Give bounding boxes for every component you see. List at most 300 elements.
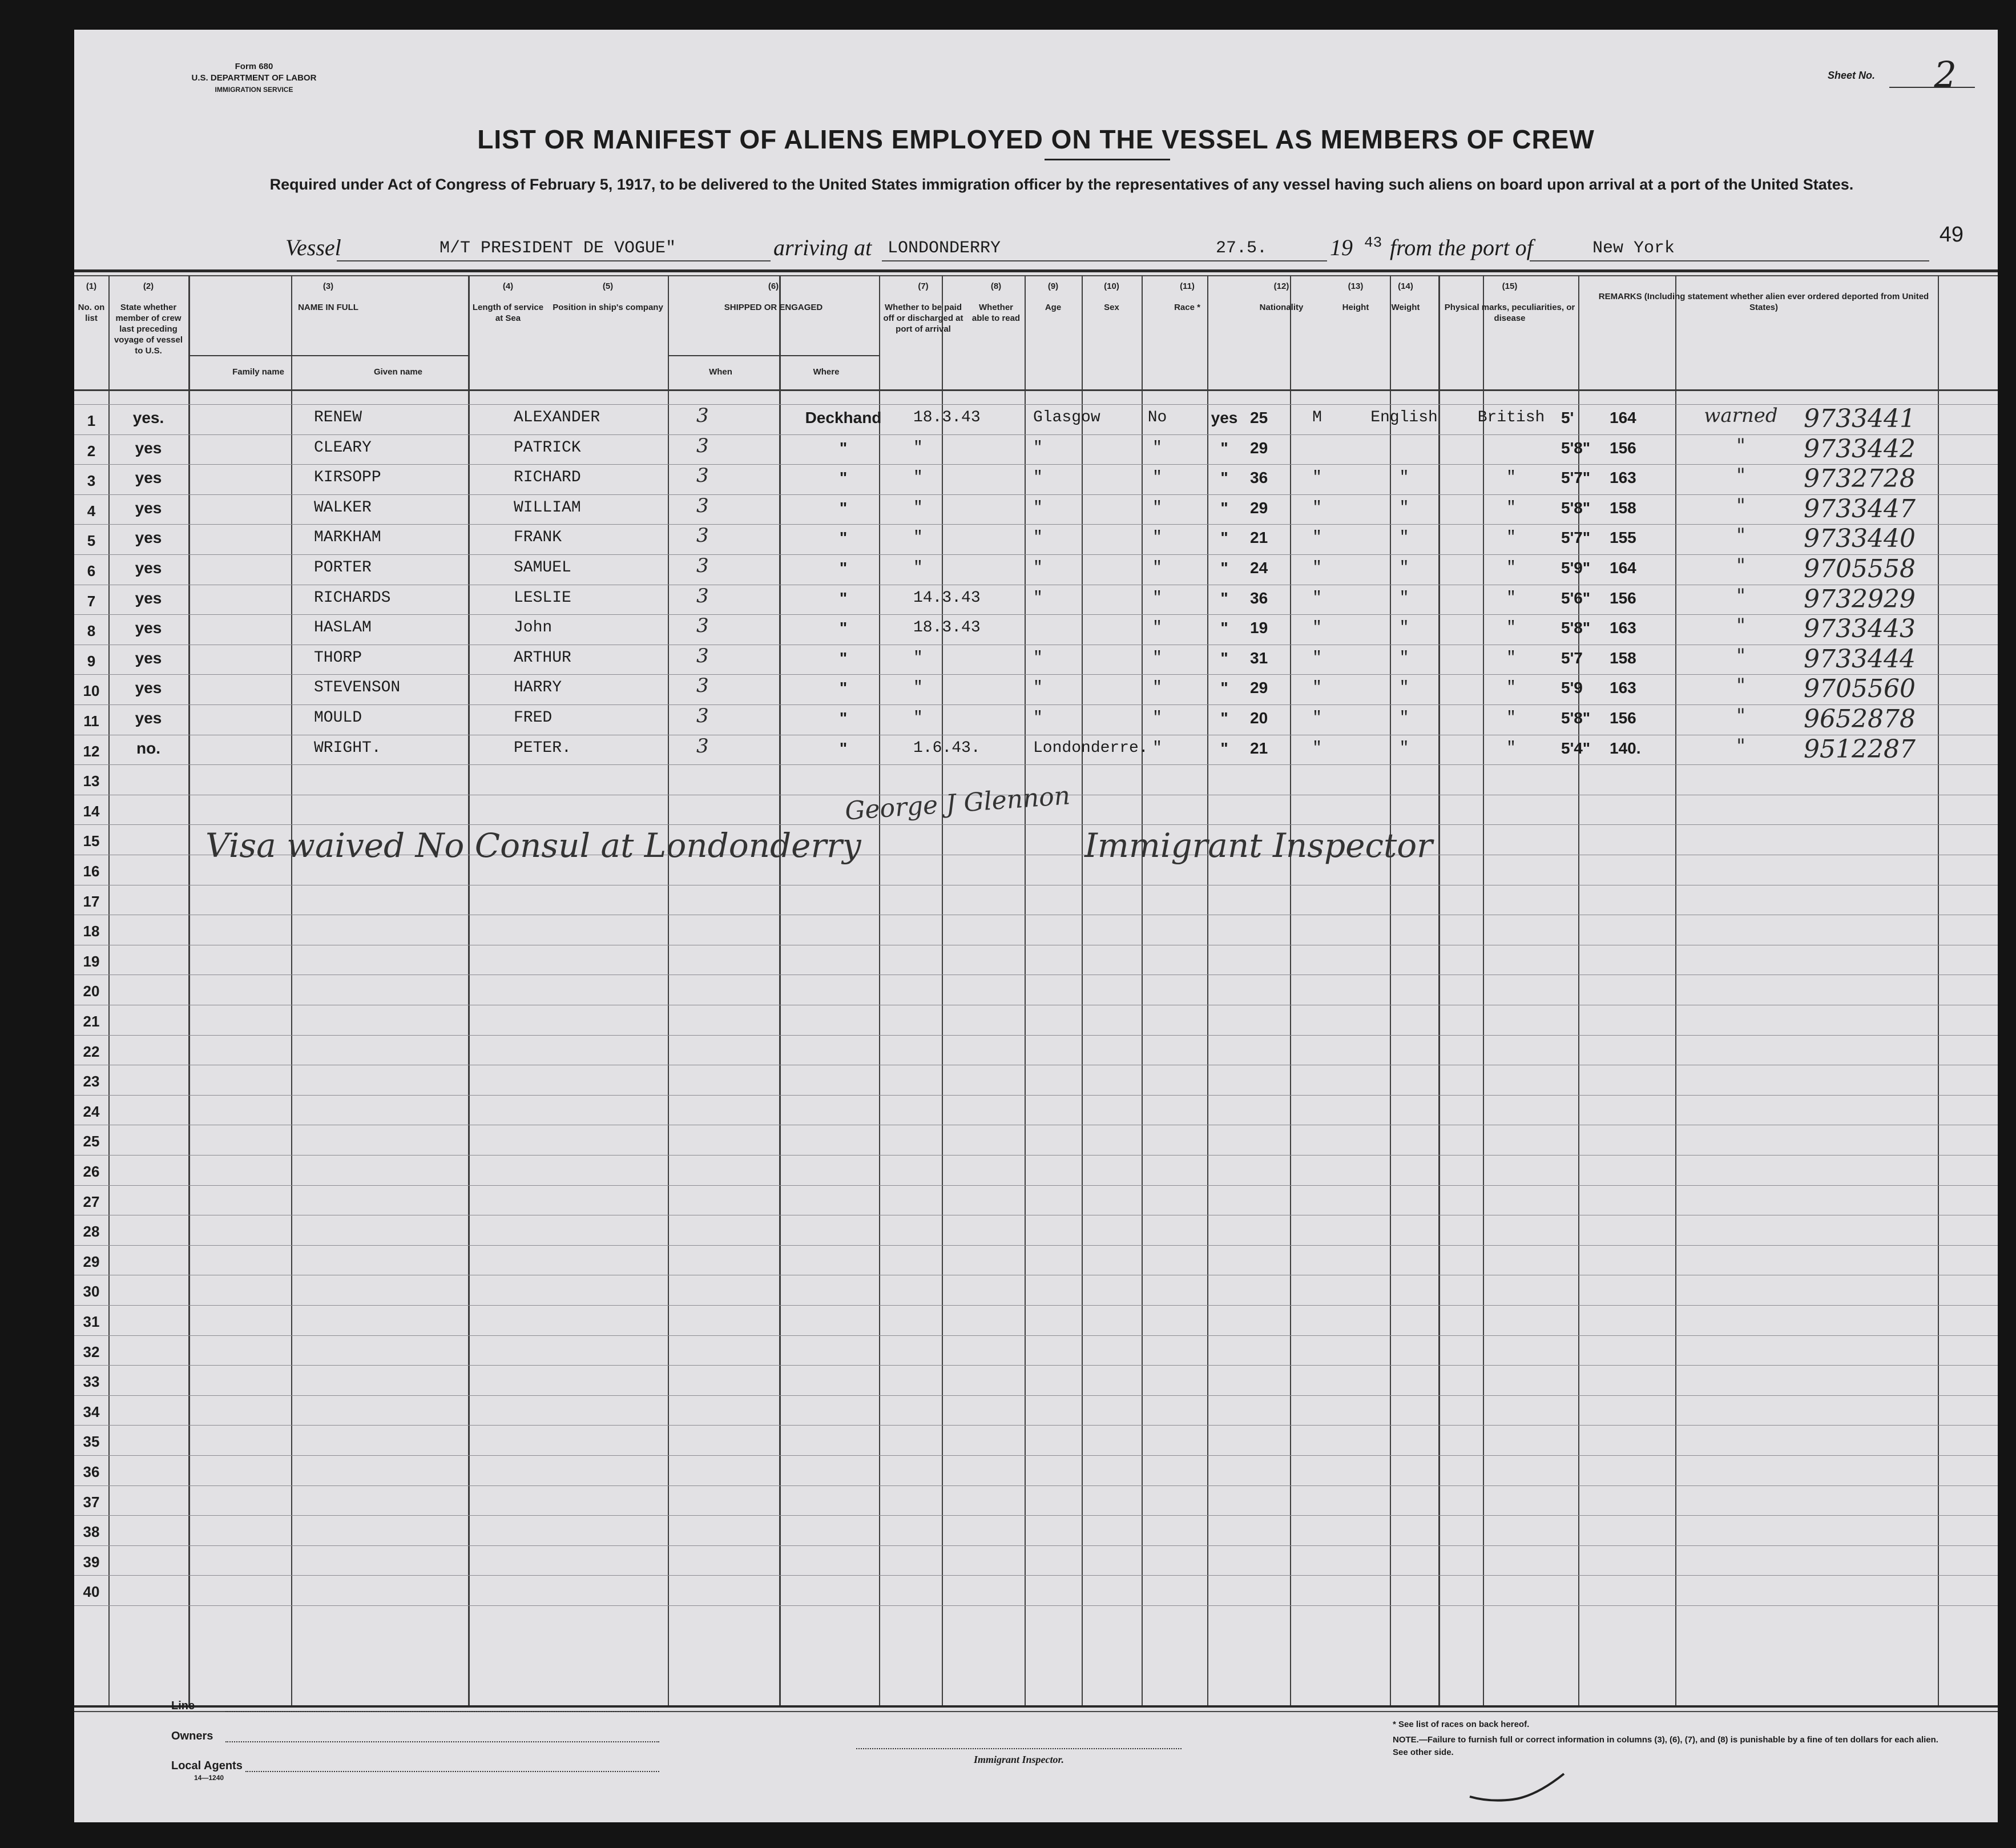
column-label: Position in ship's company [553,303,663,312]
column-label: Whether to be paid off or discharged at port of arrival [883,303,963,334]
cell-able-to-read: " [1220,438,1228,457]
sheet-number: 2 [1934,54,1957,95]
column-rule [1142,275,1143,1705]
cell-remarks: 9652878 [1804,704,1916,734]
cell-physical-marks: " [1736,524,1745,547]
cell-nationality: " [1506,498,1516,517]
column-header-4 [468,281,548,324]
cell-length-of-service: 3 [696,674,709,698]
year-suffix: 43 [1364,234,1382,251]
cell-shipped-where: " [1033,709,1043,727]
cell-sex: " [1312,498,1322,517]
row-number: 12 [83,742,100,760]
row-rule [74,1365,1998,1366]
title-underline [1045,159,1170,160]
row-number: 13 [83,772,100,790]
cell-family-name: HASLAM [314,619,372,637]
cell-paid-off: " [1152,438,1162,457]
row-number: 1 [87,412,96,429]
column-subheader: Family name [232,367,284,377]
cell-sex: " [1312,649,1322,667]
column-header-6 [668,281,879,313]
column-label: Whether able to read [971,303,1021,323]
header-bottom-rule [74,389,1998,391]
column-subheader: Where [813,367,840,377]
cell-given-name: FRANK [514,529,562,547]
row-number: 7 [87,592,96,610]
cell-nationality: " [1506,679,1516,697]
arriving-label: arriving at [773,235,872,260]
row-rule [74,1545,1998,1546]
cell-family-name: PORTER [314,559,372,577]
cell-paid-off: " [1152,559,1162,577]
sheet-label: Sheet No. [1827,70,1875,81]
from-port-label: from the port of [1390,235,1533,260]
year-prefix: 19 [1330,235,1353,260]
row-number: 24 [83,1102,100,1120]
page-subtitle: Required under Act of Congress of February 5, 1917, to be delivered to the United States immigration officer by the representatives of any vessel having such aliens on board upon arrival at a port of the United States. [269,176,1854,193]
cell-sex: " [1312,679,1322,697]
vessel-underline [337,260,771,261]
cell-age: 36 [1250,469,1268,487]
cell-paid-off: " [1152,709,1162,727]
cell-sex: " [1312,589,1322,607]
cell-height: 5'9 [1561,679,1583,697]
cell-race: " [1399,649,1409,667]
table-top-border [74,269,1998,272]
cell-nationality: " [1506,649,1516,667]
column-label: Sex [1104,303,1119,312]
row-rule [74,1185,1998,1186]
column-rule [468,275,470,1705]
cell-weight: 155 [1610,529,1636,547]
row-number: 37 [83,1493,100,1511]
column-label: Physical marks, peculiarities, or disease [1444,303,1575,323]
cell-family-name: RICHARDS [314,589,391,607]
column-rule [668,275,669,1705]
form-identifier [160,61,348,95]
column-number: (4) [502,281,514,291]
cell-age: 19 [1250,619,1268,637]
cell-nationality: " [1506,619,1516,637]
cell-sex: " [1312,709,1322,727]
cell-physical-marks: " [1736,674,1745,698]
cell-paid-off: " [1152,589,1162,607]
column-rule [779,275,781,1705]
cell-race: " [1399,529,1409,547]
cell-sex: " [1312,469,1322,487]
cell-height: 5'6" [1561,589,1591,607]
cell-nationality: " [1506,469,1516,487]
cell-shipped-when: 18.3.43 [913,619,981,637]
cell-sex: " [1312,559,1322,577]
row-number: 28 [83,1223,100,1241]
row-number: 30 [83,1283,100,1301]
cell-family-name: RENEW [314,409,362,426]
column-label: SHIPPED OR ENGAGED [724,303,823,312]
column-header-16 [1590,281,1938,313]
cell-weight: 164 [1610,559,1636,577]
cell-position: " [839,559,848,577]
cell-position: " [839,589,848,607]
cell-position: " [839,498,848,517]
column-subheader: When [709,367,732,377]
column-header-10 [1082,281,1142,313]
column-number: (14) [1398,281,1413,291]
column-rule [291,275,292,1705]
inspector-signature-line [856,1748,1182,1749]
column-header-7 [879,281,967,335]
cell-length-of-service: 3 [696,614,709,638]
cell-age: 21 [1250,739,1268,757]
check-mark [1467,1771,1570,1805]
cell-length-of-service: 3 [696,734,709,758]
column-label: Weight [1391,303,1420,312]
cell-family-name: STEVENSON [314,679,401,697]
cell-weight: 140. [1610,739,1641,757]
cell-able-to-read: " [1220,529,1228,547]
cell-given-name: RICHARD [514,469,581,487]
cell-weight: 158 [1610,498,1636,517]
row-number: 3 [87,472,96,490]
cell-height: 5'9" [1561,559,1591,577]
cell-prev-voyage: yes [135,649,162,667]
row-rule [74,1485,1998,1486]
column-label: Age [1045,303,1062,312]
table-top-border-inner [74,275,1998,276]
cell-shipped-where: " [1033,559,1043,577]
cell-remarks: 9732929 [1804,584,1916,614]
cell-shipped-when: " [913,469,923,487]
row-rule [74,1605,1998,1606]
column-rule [879,275,880,1705]
cell-paid-off: " [1152,529,1162,547]
cell-able-to-read: " [1220,679,1228,697]
cell-physical-marks: " [1736,734,1745,758]
column-rule [1390,275,1391,1705]
subheader-rule [668,355,879,356]
cell-race: " [1399,498,1409,517]
print-code: 14—1240 [194,1774,224,1782]
cell-able-to-read: " [1220,649,1228,667]
cell-height: 5'7" [1561,529,1591,547]
cell-shipped-when: " [913,679,923,697]
column-number: (3) [322,281,334,291]
cell-age: 25 [1250,409,1268,426]
row-number: 31 [83,1313,100,1330]
row-rule [74,1515,1998,1516]
row-rule [74,1095,1998,1096]
cell-given-name: HARRY [514,679,562,697]
cell-prev-voyage: yes [135,589,162,607]
subheader-rule [188,355,468,356]
cell-family-name: CLEARY [314,438,372,457]
page-title: LIST OR MANIFEST OF ALIENS EMPLOYED ON THE VESSEL AS MEMBERS OF CREW [477,124,1595,154]
column-number: (10) [1104,281,1119,291]
cell-age: 36 [1250,589,1268,607]
row-number: 16 [83,863,100,880]
cell-length-of-service: 3 [696,434,709,457]
cell-prev-voyage: yes [135,679,162,697]
cell-nationality: " [1506,529,1516,547]
cell-position: " [839,529,848,547]
manifest-sheet [74,30,1998,1822]
column-number: (12) [1273,281,1289,291]
column-rule [1483,275,1484,1705]
cell-shipped-when: " [913,498,923,517]
cell-physical-marks: " [1736,464,1745,488]
cell-height: 5'8" [1561,619,1591,637]
cell-position: " [839,709,848,727]
cell-given-name: FRED [514,709,553,727]
row-number: 21 [83,1013,100,1030]
row-number: 15 [83,832,100,850]
cell-nationality: " [1506,739,1516,757]
from-port: New York [1592,239,1675,258]
cell-prev-voyage: no. [136,739,160,757]
cell-paid-off: " [1152,739,1162,757]
cell-physical-marks: " [1736,434,1745,457]
cell-paid-off: " [1152,619,1162,637]
column-label: Length of service at Sea [472,303,544,323]
row-number: 11 [83,712,99,730]
column-subheader: Given name [373,367,423,377]
cell-length-of-service: 3 [696,704,709,727]
arriving-port: LONDONDERRY [888,239,1001,258]
row-number: 2 [87,442,96,460]
column-rule [108,275,110,1705]
cell-length-of-service: 3 [696,404,709,427]
cell-physical-marks: " [1736,584,1745,607]
column-number: (15) [1502,281,1518,291]
from-port-underline [1530,260,1929,261]
cell-position: " [839,679,848,697]
row-rule [74,1395,1998,1396]
cell-family-name: WRIGHT. [314,739,381,757]
cell-shipped-when: 18.3.43 [913,409,981,426]
row-number: 35 [83,1433,100,1451]
row-number: 9 [87,652,96,670]
line-field [225,1711,659,1712]
cell-shipped-when: " [913,529,923,547]
cell-race: English [1370,409,1438,426]
page-mark: 49 [1939,223,1963,247]
cell-shipped-when: " [913,649,923,667]
cell-family-name: THORP [314,649,362,667]
cell-prev-voyage: yes [135,709,162,727]
cell-shipped-when: " [913,438,923,457]
cell-shipped-where: " [1033,498,1043,517]
cell-given-name: PATRICK [514,438,581,457]
column-label: NAME IN FULL [298,303,358,312]
cell-remarks: 9732728 [1804,464,1916,494]
column-label: Height [1342,303,1369,312]
cell-age: 29 [1250,498,1268,517]
column-header-1 [74,281,108,324]
row-number: 39 [83,1553,100,1571]
column-rule [1578,275,1579,1705]
cell-family-name: KIRSOPP [314,469,381,487]
inspector-label: Immigrant Inspector. [973,1754,1065,1765]
arriving-underline [882,260,1327,261]
cell-height: 5'8" [1561,438,1591,457]
row-number: 8 [87,622,96,640]
cell-given-name: SAMUEL [514,559,571,577]
cell-family-name: WALKER [314,498,372,517]
row-number: 6 [87,562,96,579]
cell-remarks: 9733444 [1804,644,1916,674]
race-footnote: * See list of races on back hereof. [1393,1720,1530,1729]
owners-label: Owners [171,1730,213,1742]
column-number: (8) [990,281,1002,291]
cell-family-name: MOULD [314,709,362,727]
cell-length-of-service: 3 [696,464,709,488]
cell-able-to-read: " [1220,589,1228,607]
cell-weight: 164 [1610,409,1636,426]
column-label: State whether member of crew last preceding voyage of vessel to U.S. [114,303,183,356]
cell-nationality: " [1506,589,1516,607]
cell-shipped-when: 1.6.43. [913,739,981,757]
column-header-2 [108,281,188,356]
line-label: Line [171,1700,195,1712]
cell-paid-off: " [1152,649,1162,667]
cell-height: 5'4" [1561,739,1591,757]
cell-given-name: LESLIE [514,589,571,607]
cell-length-of-service: 3 [696,584,709,607]
cell-able-to-read: " [1220,619,1228,637]
row-number: 10 [83,682,100,700]
cell-race: " [1399,679,1409,697]
row-number: 18 [83,923,100,940]
column-number: (11) [1180,281,1195,291]
cell-shipped-where: Londonderre. [1033,739,1148,757]
vessel-info-row [285,234,1941,263]
cell-remarks: 9733443 [1804,614,1916,644]
cell-paid-off: " [1152,679,1162,697]
cell-remarks: 9512287 [1804,734,1916,764]
cell-sex: " [1312,529,1322,547]
row-number: 19 [83,952,100,970]
column-header-13 [1330,281,1381,313]
cell-shipped-when: " [913,559,923,577]
vessel-name: M/T PRESIDENT DE VOGUE" [440,239,676,258]
row-number: 22 [83,1042,100,1060]
row-rule [74,1305,1998,1306]
cell-remarks: 9733440 [1804,524,1916,554]
column-label: REMARKS (Including statement whether alien ever ordered deported from United States) [1598,292,1929,312]
cell-shipped-when: " [913,709,923,727]
cell-given-name: ALEXANDER [514,409,600,426]
cell-prev-voyage: yes [135,559,162,577]
cell-paid-off: " [1152,498,1162,517]
column-header-12 [1233,281,1330,313]
cell-prev-voyage: yes. [132,409,164,426]
row-number: 29 [83,1253,100,1270]
row-rule [74,1575,1998,1576]
cell-shipped-where: Glasgow [1033,409,1100,426]
column-number: (5) [602,281,614,291]
row-number: 26 [83,1163,100,1180]
cell-length-of-service: 3 [696,494,709,517]
cell-sex: " [1312,739,1322,757]
cell-prev-voyage: yes [135,619,162,637]
cell-race: " [1399,469,1409,487]
owners-field [225,1741,659,1742]
cell-length-of-service: 3 [696,554,709,577]
cell-physical-marks: " [1736,644,1745,667]
cell-able-to-read: " [1220,709,1228,727]
cell-shipped-where: " [1033,438,1043,457]
cell-race: " [1399,559,1409,577]
local-agents-field [245,1771,659,1772]
inspector-title-handwritten: Immigrant Inspector [1084,826,1433,865]
cell-physical-marks: " [1736,614,1745,638]
row-rule [74,764,1998,765]
row-number: 17 [83,892,100,910]
cell-prev-voyage: yes [135,469,162,487]
column-rule [1290,275,1291,1705]
cell-physical-marks: " [1736,554,1745,577]
column-number: (9) [1047,281,1059,291]
cell-able-to-read: " [1220,469,1228,487]
cell-age: 29 [1250,679,1268,697]
column-rule [1675,275,1676,1705]
cell-weight: 156 [1610,438,1636,457]
cell-nationality: " [1506,559,1516,577]
form-number: Form 680 [235,62,273,71]
cell-physical-marks: warned [1704,404,1778,427]
column-header-8 [967,281,1025,324]
cell-length-of-service: 3 [696,644,709,667]
column-rule [188,275,190,1705]
cell-given-name: ARTHUR [514,649,571,667]
cell-position: " [839,619,848,637]
vessel-label: Vessel [285,235,341,260]
column-rule [1438,275,1440,1705]
cell-age: 29 [1250,438,1268,457]
cell-remarks: 9733442 [1804,434,1916,464]
column-header-5 [548,281,668,313]
cell-family-name: MARKHAM [314,529,381,547]
cell-height: 5' [1561,409,1574,426]
footer-top-border [74,1705,1998,1708]
column-header-15 [1430,281,1590,324]
cell-remarks: 9733447 [1804,494,1916,524]
cell-height: 5'8" [1561,709,1591,727]
local-agents-label: Local Agents [171,1760,243,1772]
row-number: 27 [83,1193,100,1210]
cell-remarks: 9705558 [1804,554,1916,583]
row-number: 20 [83,983,100,1000]
row-number: 33 [83,1373,100,1391]
column-rule [1025,275,1026,1705]
cell-able-to-read: " [1220,559,1228,577]
cell-position: Deckhand [805,409,882,426]
cell-height: 5'7" [1561,469,1591,487]
handwritten-visa-note: Visa waived No Consul at Londonderry [205,826,861,865]
column-label: Race * [1174,303,1200,312]
cell-weight: 158 [1610,649,1636,667]
column-header-11 [1142,281,1233,313]
cell-prev-voyage: yes [135,438,162,457]
cell-nationality: British [1477,409,1545,426]
row-rule [74,824,1998,825]
cell-sex: M [1312,409,1322,426]
column-rule [1207,275,1208,1705]
cell-given-name: John [514,619,553,637]
column-label: Nationality [1259,303,1304,312]
row-number: 40 [83,1583,100,1601]
